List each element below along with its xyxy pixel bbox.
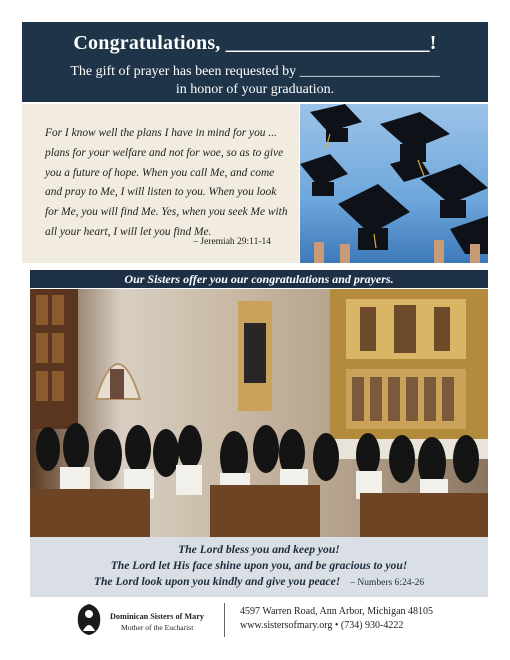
jeremiah-quote: For I know well the plans I have in mind for you ... plans for your welfare and not for woe, so as to give you a future of hope. When you call Me, and come and pray to Me, I will listen to you. When you look for Me, you will find Me. Yes, when you seek Me with all your heart, I will let you find Me. bbox=[45, 127, 288, 238]
graduation-caps-photo bbox=[300, 104, 488, 263]
congratulations-line: Congratulations, ____________________! bbox=[73, 32, 437, 54]
blessing-box bbox=[30, 537, 488, 597]
scripture-quote-box bbox=[22, 104, 299, 263]
org-name: Dominican Sisters of Mary bbox=[110, 612, 204, 621]
blessing-line-3 bbox=[30, 575, 488, 588]
sisters-praying-in-chapel-photo bbox=[30, 289, 488, 537]
honor-line: in honor of your graduation. bbox=[175, 82, 335, 97]
website-phone: www.sistersofmary.org • (734) 930-4222 bbox=[240, 620, 404, 631]
blessing-line-2: The Lord let His face shine upon you, and be gracious to you! bbox=[110, 559, 408, 572]
address: 4597 Warren Road, Ann Arbor, Michigan 48105 bbox=[240, 606, 434, 617]
dominican-sisters-logo-icon bbox=[76, 603, 102, 636]
graduation-caps-illustration bbox=[300, 104, 488, 263]
numbers-reference: – Numbers 6:24-26 bbox=[350, 578, 425, 588]
blessing-line-1: The Lord bless you and keep you! bbox=[178, 543, 340, 556]
blessing-line-3-text: The Lord look upon you kindly and give you peace! bbox=[93, 575, 341, 588]
jeremiah-reference: – Jeremiah 29:11-14 bbox=[193, 237, 271, 247]
header-banner bbox=[22, 22, 488, 102]
footer-divider bbox=[224, 603, 225, 637]
requested-by-line: The gift of prayer has been requested by ____________________ bbox=[70, 64, 440, 79]
sisters-banner: Our Sisters offer you our congratulations and prayers. bbox=[30, 270, 488, 288]
org-subtitle: Mother of the Eucharist bbox=[121, 623, 194, 632]
chapel-illustration bbox=[30, 289, 488, 537]
